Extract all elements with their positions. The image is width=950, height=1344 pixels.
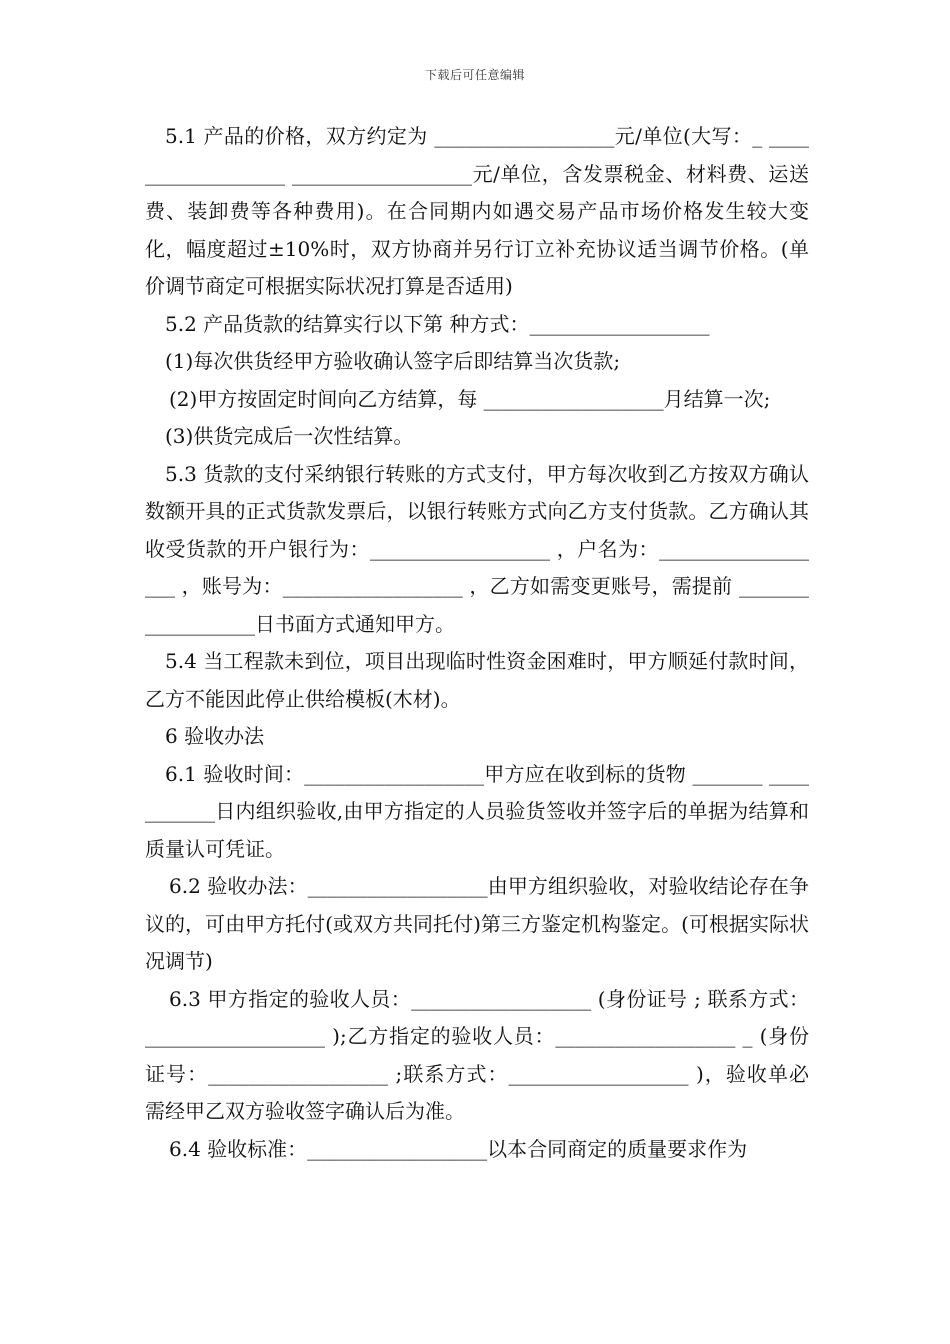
clause-6-4: 6.4 验收标准：__________________以本合同商定的质量要求作为	[169, 1136, 748, 1161]
clause-5-4: 5.4 当工程款未到位，项目出现临时性资金困难时，甲方顺延付款时间，乙方不能因此停止供给模板(木材)。	[145, 649, 809, 711]
clause-6-1: 6.1 验收时间：__________________甲方应在收到标的货物 _______ ___________日内组织验收,由甲方指定的人员验货签收并签字后的单据为结算和质量认可凭证。	[145, 761, 809, 861]
clause-5-2-option-3: (3)供货完成后一次性结算。	[165, 424, 414, 448]
page-header: 下载后可任意编辑	[424, 68, 525, 82]
clause-6-3: 6.3 甲方指定的验收人员：__________________ (身份证号 ; 联系方式：__________________ );乙方指定的验收人员：__________________ _ (身份证号：__________________ ;联系方式：__________________ )，验收单必需经甲乙双方验收签字确认后为准。	[145, 986, 809, 1123]
clause-6-2: 6.2 验收办法：__________________由甲方组织验收，对验收结论存在争议的，可由甲方托付(或双方共同托付)第三方鉴定机构鉴定。(可根据实际状况调节)	[145, 874, 809, 973]
clause-5-2-option-1: (1)每次供货经甲方验收确认签字后即结算当次货款;	[165, 349, 621, 373]
clause-5-3: 5.3 货款的支付采纳银行转账的方式支付，甲方每次收到乙方按双方确认数额开具的正式货款发票后，以银行转账方式向乙方支付货款。乙方确认其收受货款的开户银行为：__________________ ，户名为：__________________ ，账号为：__________________ ，乙方如需变更账号，需提前 __________________日书面方式通知甲方。	[145, 461, 809, 636]
clause-5-2: 5.2 产品货款的结算实行以下第 种方式：__________________	[165, 311, 710, 336]
clause-5-1: 5.1 产品的价格，双方约定为 __________________元/单位(大写：_ __________________ __________________元/单位，含发票税金、材料费、运送费、装卸费等各种费用)。在合同期内如遇交易产品市场价格发生较大变化，幅度超过±10%时，双方协商并另行订立补充协议适当调节价格。(单价调节商定可根据实际状况打算是否适用)	[145, 124, 809, 298]
clause-5-2-option-2: (2)甲方按固定时间向乙方结算，每 __________________月结算一次;	[169, 386, 771, 411]
section-6-heading: 6 验收办法	[165, 724, 265, 748]
contract-body	[145, 118, 809, 1168]
